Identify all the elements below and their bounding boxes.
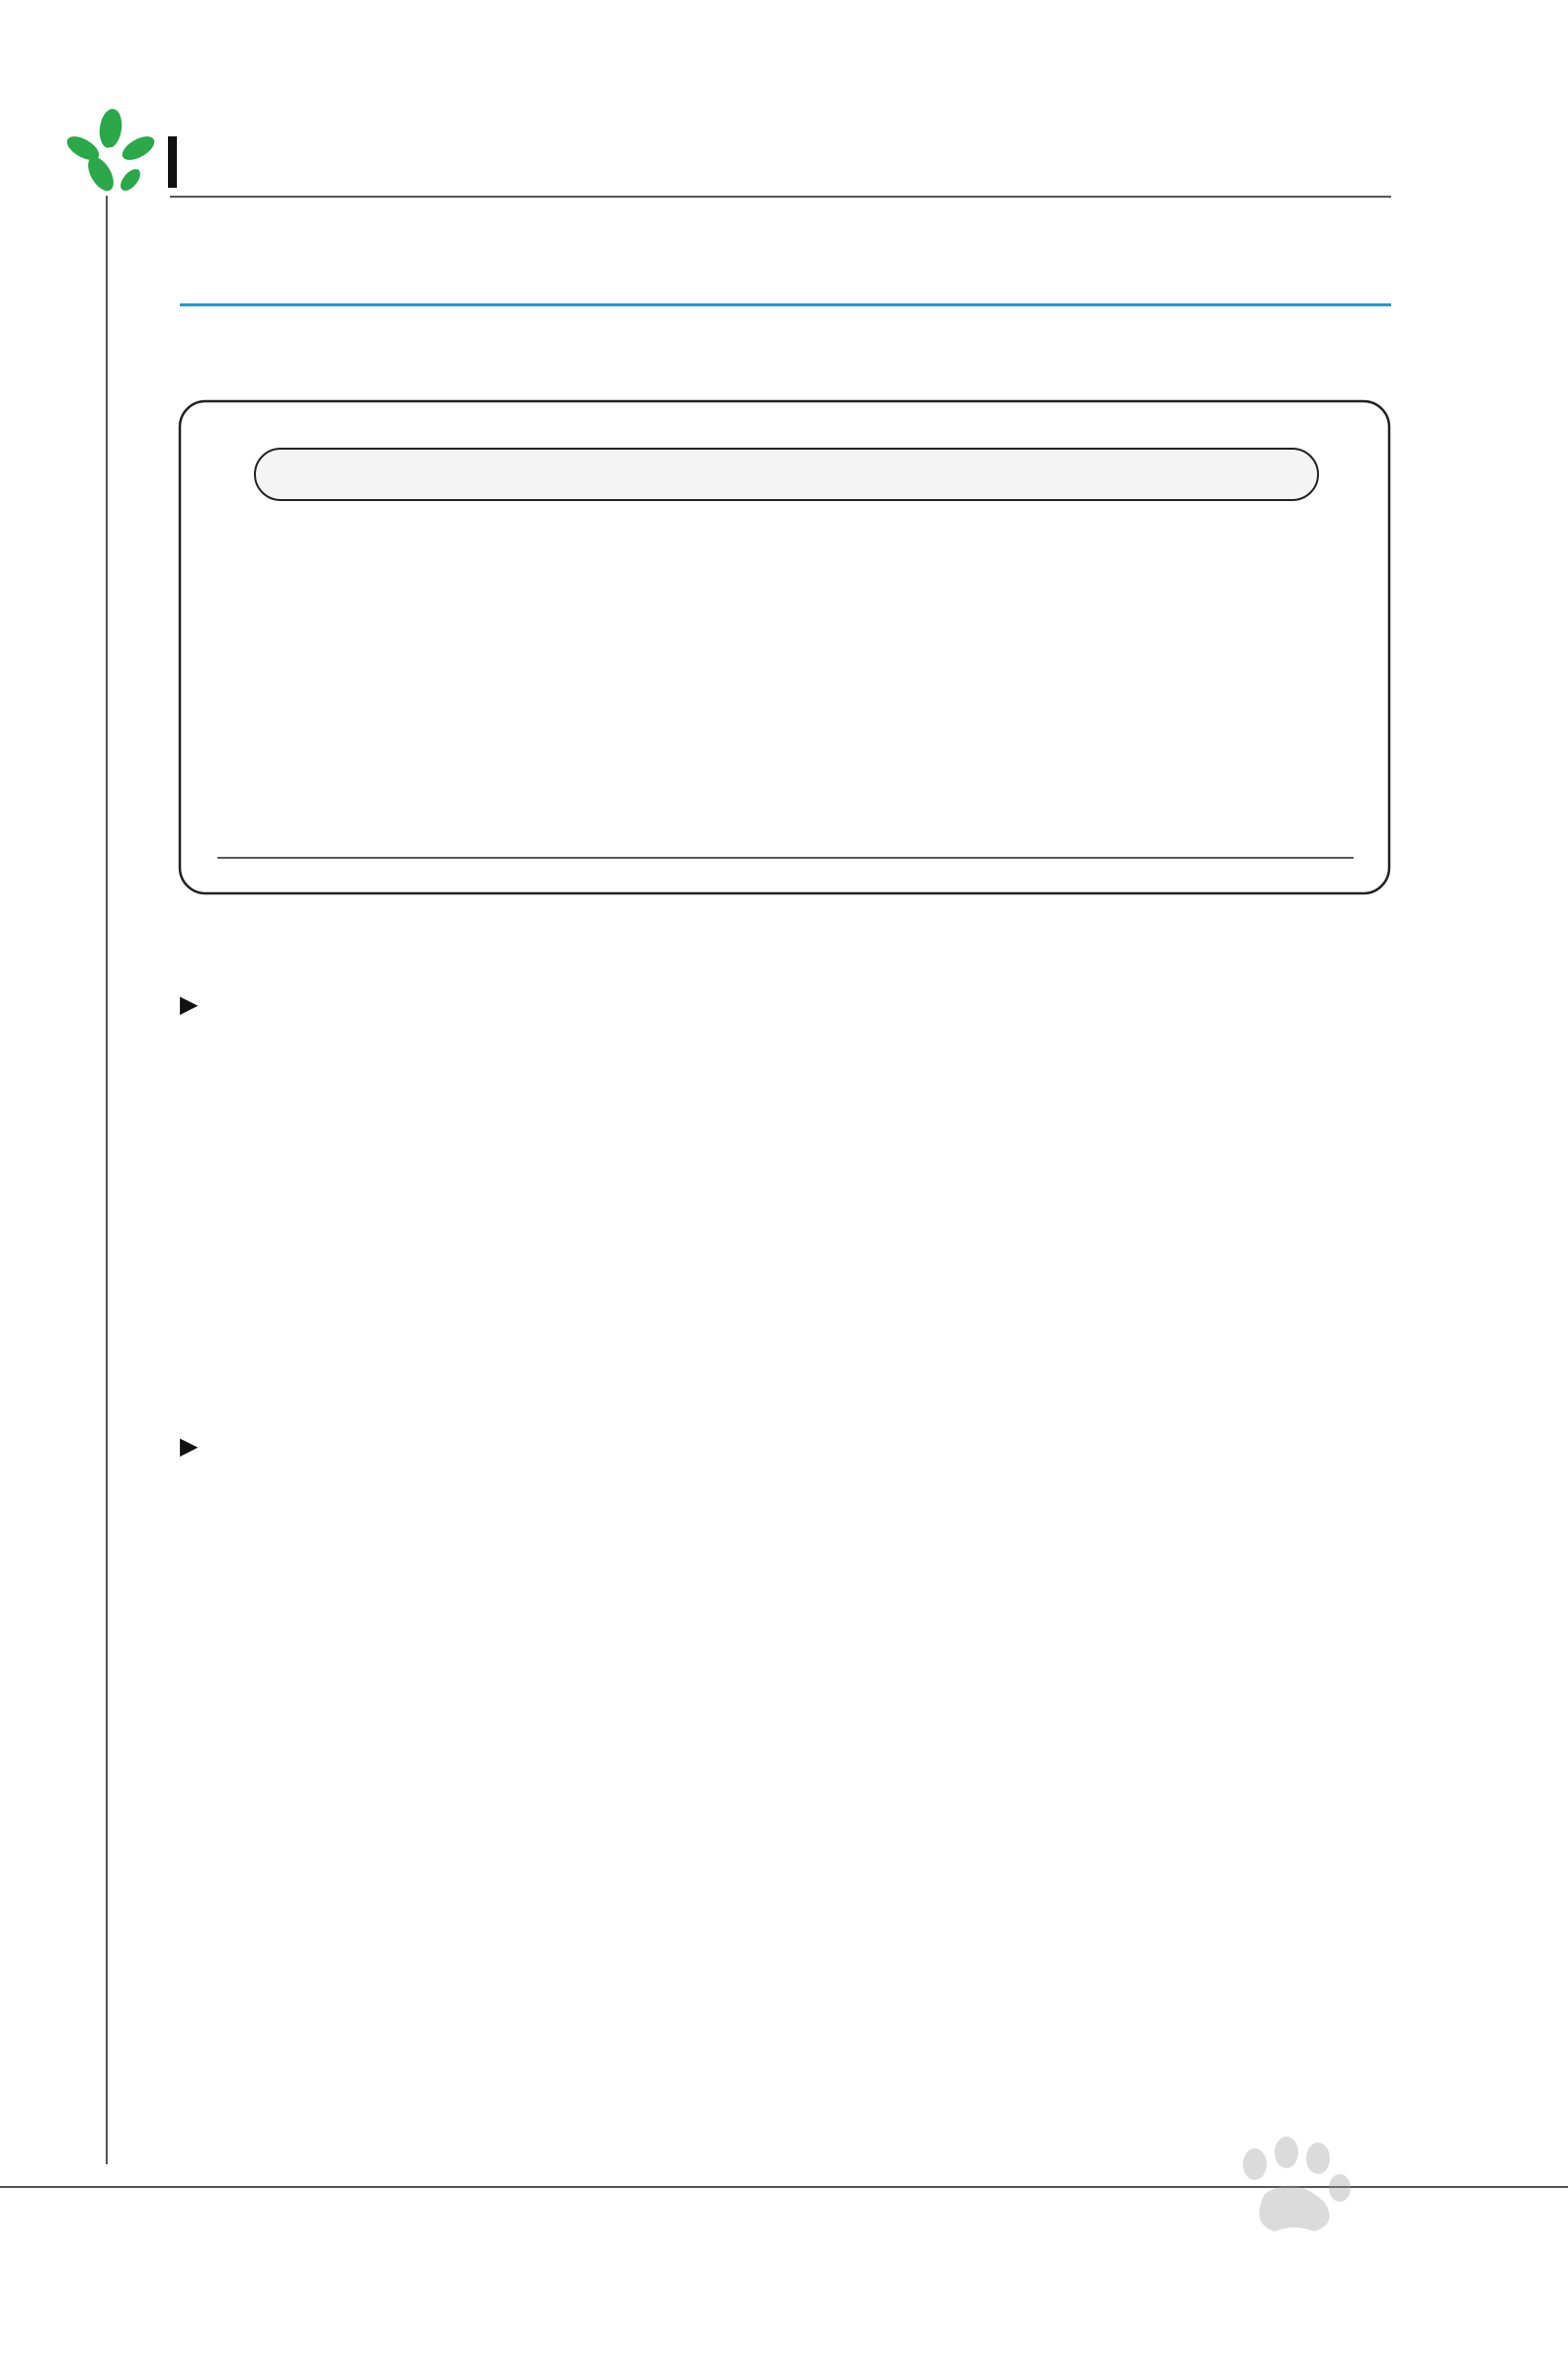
clover-logo: [61, 109, 160, 198]
triangle-bullet-icon: ▶: [180, 1432, 199, 1460]
left-margin-rule: [106, 196, 108, 2164]
features-section: [180, 1426, 239, 1466]
features-heading: [180, 1426, 239, 1462]
triangle-bullet-icon: ▶: [180, 990, 199, 1018]
keyboard-drawing: [178, 399, 1391, 895]
header-accent-bar: [168, 136, 177, 188]
header-divider: [170, 196, 1391, 198]
specs-heading: [180, 984, 239, 1020]
baidu-watermark: [1116, 2125, 1492, 2303]
title-underline: [180, 303, 1391, 306]
keyboard-illustration: [178, 399, 1391, 899]
specs-section: [180, 984, 239, 1024]
